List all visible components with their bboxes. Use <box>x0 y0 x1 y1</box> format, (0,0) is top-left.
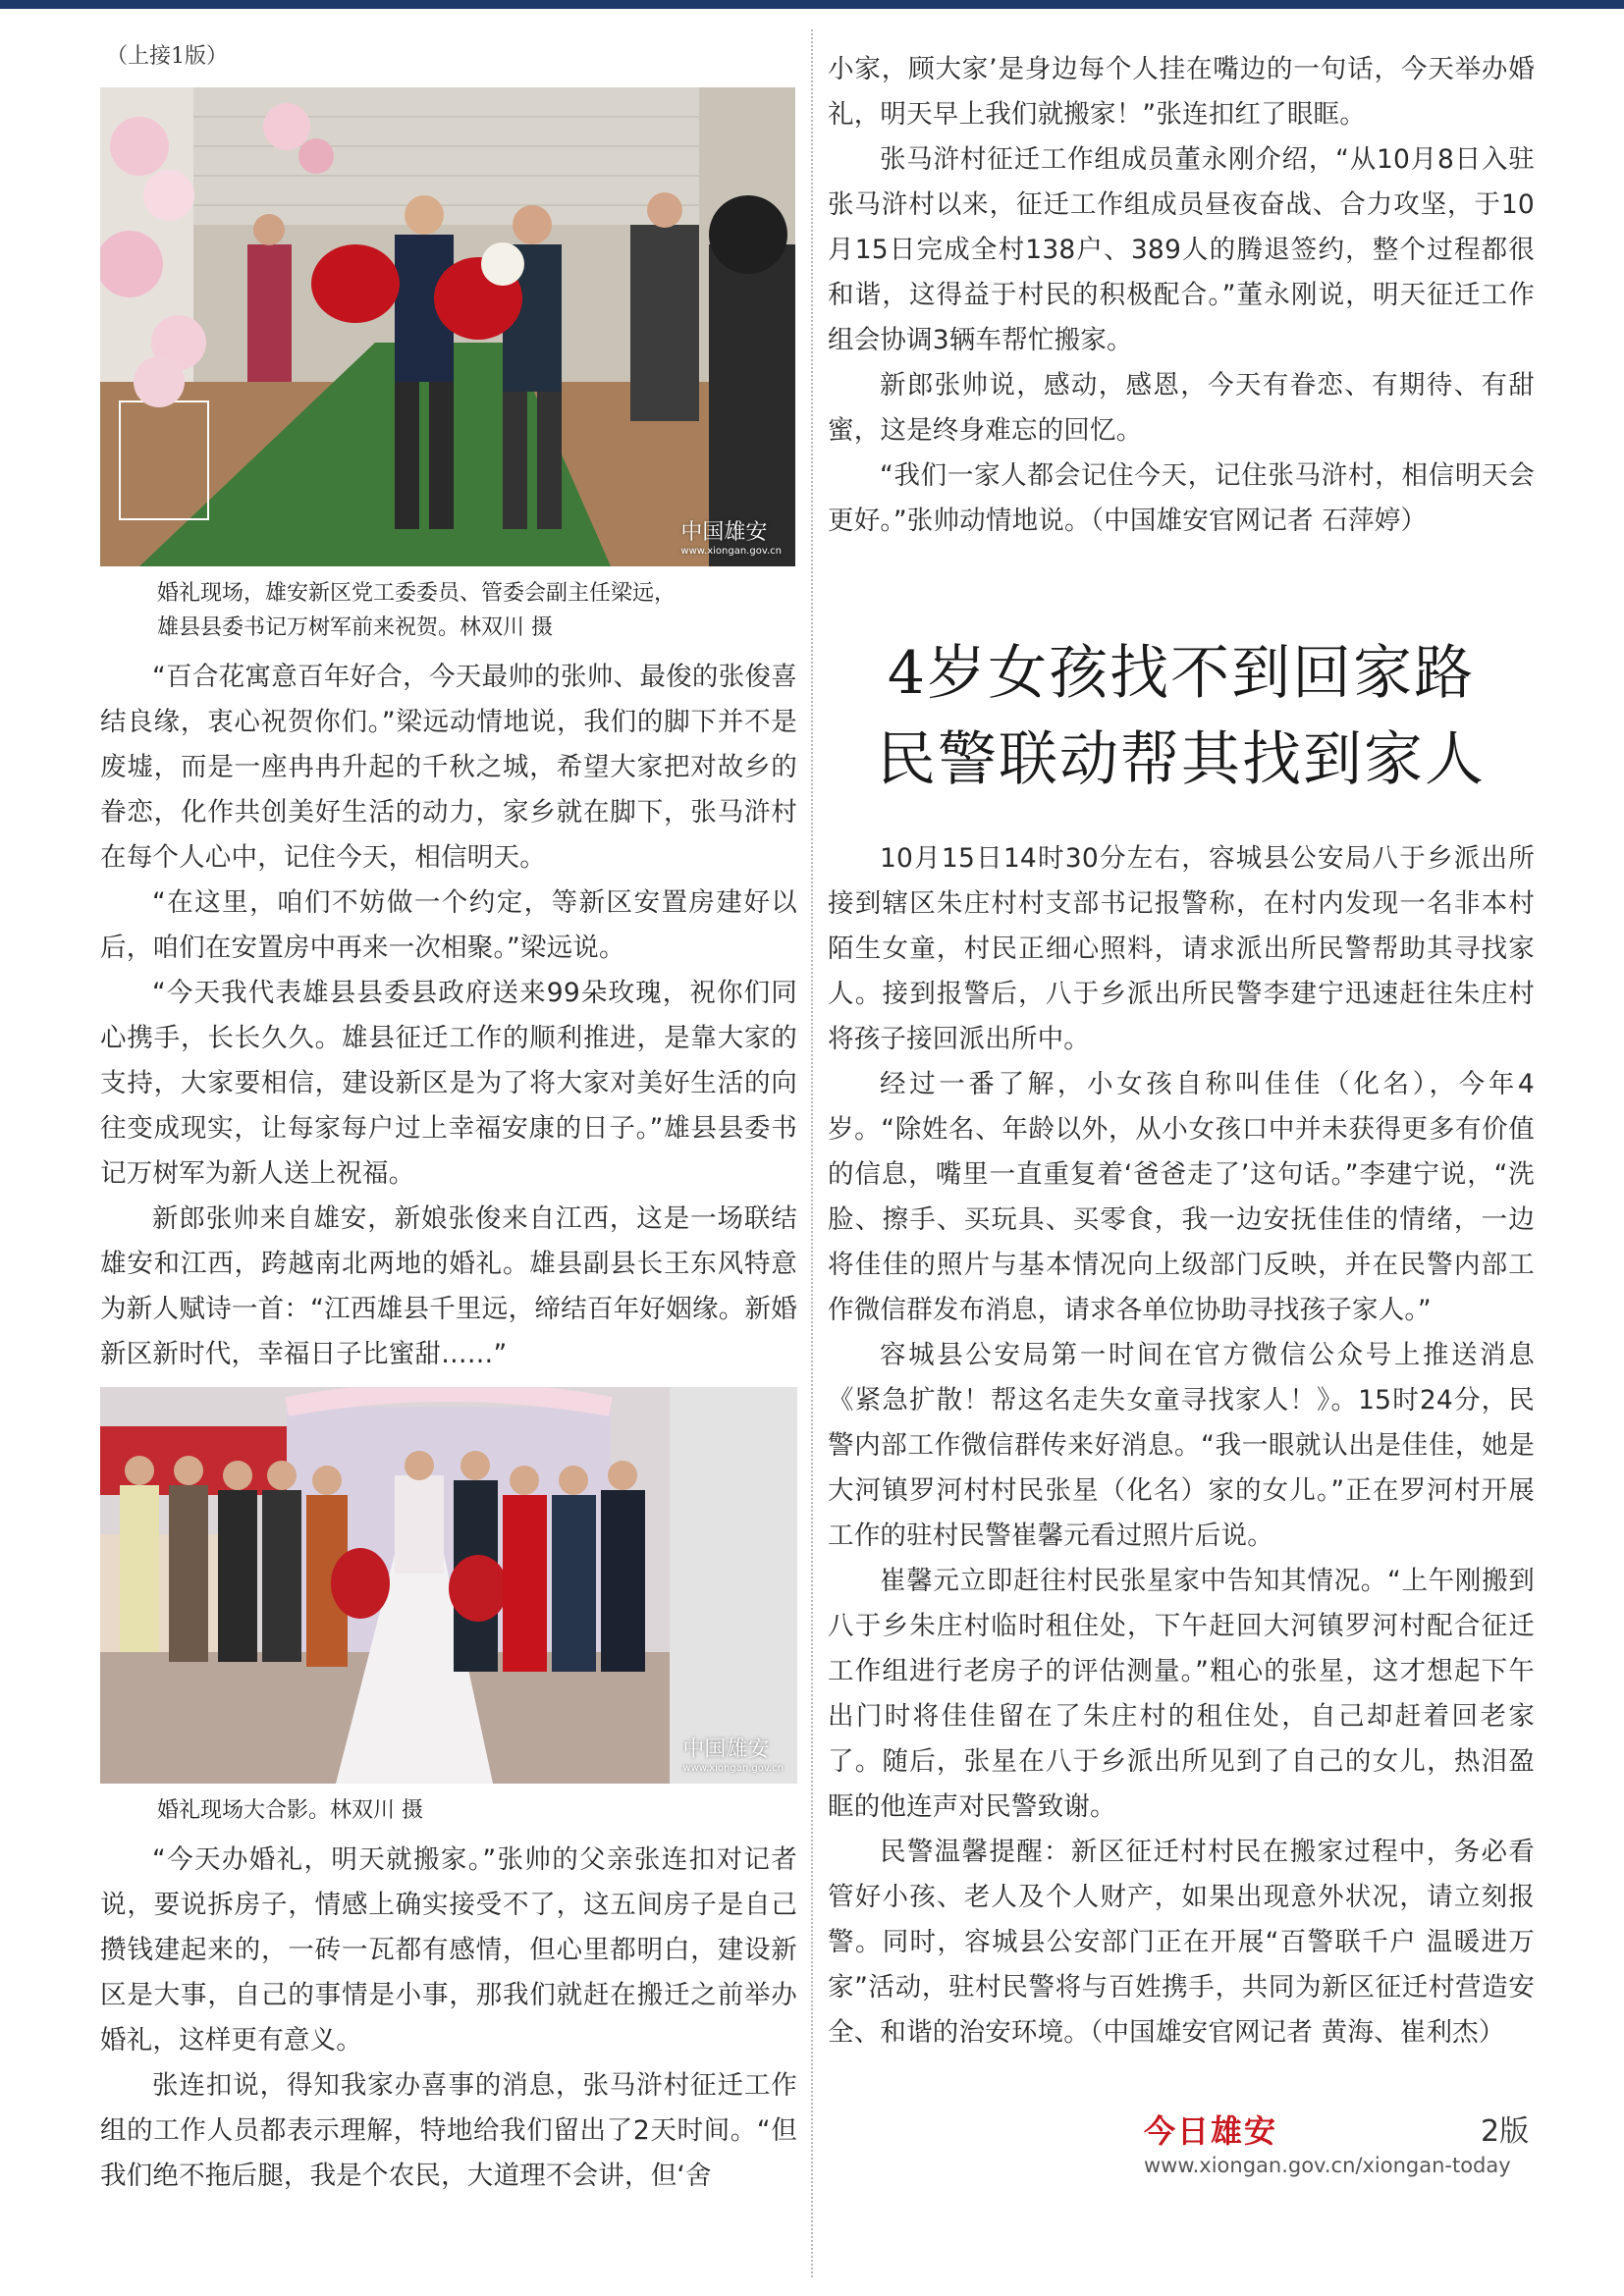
article-paragraph: 经过一番了解，小女孩自称叫佳佳（化名），今年4岁。“除姓名、年龄以外，从小女孩口中并未获得更多有价值的信息，嘴里一直重复着‘爸爸走了’这句话。”李建宁说，“洗脸、擦手、买玩具、买零食，我一边安抚佳佳的情绪，一边将佳佳的照片与基本情况向上级部门反映，并在民警内部工作微信群发布消息，请求各单位协助寻找孩子家人。” <box>828 1069 1535 1325</box>
article-paragraph: “我们一家人都会记住今天，记住张马浒村，相信明天会更好。”张帅动情地说。（中国雄安官网记者 石萍婷） <box>828 460 1535 536</box>
wedding-scene-photo <box>100 87 795 566</box>
photo-watermark: 中国雄安 www.xiongan.gov.cn <box>680 520 782 557</box>
headline-line: 民警联动帮其找到家人 <box>877 725 1486 794</box>
headline-line: 4岁女孩找不到回家路 <box>887 639 1476 708</box>
group-photo <box>100 1387 797 1784</box>
group-photo-illustration <box>100 1387 797 1784</box>
article-paragraph: 民警温馨提醒：新区征迁村村民在搬家过程中，务必看管好小孩、老人及个人财产，如果出现意外状况，请立刻报警。同时，容城县公安部门正在开展“百警联千户 温暖进万家”活动，驻村民警将与百姓携手，共同为新区征迁村营造安全、和谐的治安环境。（中国雄安官网记者 黄海、崔利杰） <box>828 1837 1535 2048</box>
continued-from-note: （上接1版） <box>106 44 228 69</box>
photo-caption: 婚礼现场，雄安新区党工委委员、管委会副主任梁远， 雄县县委书记万树军前来祝贺。林双川 摄 <box>157 581 677 640</box>
article-paragraph: 容城县公安局第一时间在官方微信公众号上推送消息《紧急扩散！帮这名走失女童寻找家人！》。15时24分，民警内部工作微信群传来好消息。“我一眼就认出是佳佳，她是大河镇罗河村村民张星（化名）家的女儿。”正在罗河村开展工作的驻村民警崔馨元看过照片后说。 <box>828 1340 1535 1551</box>
publication-name: 今日雄安 <box>1144 2112 1278 2150</box>
article-headline <box>828 630 1535 803</box>
article-paragraph: “今天我代表雄县县委县政府送来99朵玫瑰，祝你们同心携手，长长久久。雄县征迁工作的顺利推进，是靠大家的支持，大家要相信，建设新区是为了将大家对美好生活的向往变成现实，让每家每户过上幸福安康的日子。”雄县县委书记万树军为新人送上祝福。 <box>100 978 797 1189</box>
photo-watermark: 中国雄安 www.xiongan.gov.cn <box>682 1737 784 1774</box>
right-column <box>828 47 1535 2056</box>
article-paragraph: 新郎张帅来自雄安，新娘张俊来自江西，这是一场联结雄安和江西，跨越南北两地的婚礼。雄县副县长王东风特意为新人赋诗一首：“江西雄县千里远，缔结百年好姻缘。新婚新区新时代，幸福日子比蜜甜……” <box>100 1203 797 1369</box>
article-paragraph: 10月15日14时30分左右，容城县公安局八于乡派出所接到辖区朱庄村村支部书记报警称，在村内发现一名非本村陌生女童，村民正细心照料，请求派出所民警帮助其寻找家人。接到报警后，八于乡派出所民警李建宁迅速赶往朱庄村将孩子接回派出所中。 <box>828 843 1535 1054</box>
column-divider <box>811 29 813 2277</box>
article-paragraph: “今天办婚礼，明天就搬家。”张帅的父亲张连扣对记者说，要说拆房子，情感上确实接受不了，这五间房子是自己攒钱建起来的，一砖一瓦都有感情，但心里都明白，建设新区是大事，自己的事情是小事，那我们就赶在搬迁之前举办婚礼，这样更有意义。 <box>100 1844 797 2056</box>
page-number: 2版 <box>1481 2114 1530 2149</box>
top-border-bar <box>0 0 1624 9</box>
article-paragraph: “百合花寓意百年好合，今天最帅的张帅、最俊的张俊喜结良缘，衷心祝贺你们。”梁远动情地说，我们的脚下并不是废墟，而是一座冉冉升起的千秋之城，希望大家把对故乡的眷恋，化作共创美好生活的动力，家乡就在脚下，张马浒村在每个人心中，记住今天，相信明天。 <box>100 662 797 873</box>
wedding-scene-illustration <box>100 87 795 566</box>
left-column <box>100 39 797 2199</box>
article-paragraph: 张连扣说，得知我家办喜事的消息，张马浒村征迁工作组的工作人员都表示理解，特地给我们留出了2天时间。“但我们绝不拖后腿，我是个农民，大道理不会讲，但‘舍 <box>100 2070 797 2191</box>
article-paragraph: “在这里，咱们不妨做一个约定，等新区安置房建好以后，咱们在安置房中再来一次相聚。”梁远说。 <box>100 887 797 963</box>
article-paragraph: 新郎张帅说，感动，感恩，今天有眷恋、有期待、有甜蜜，这是终身难忘的回忆。 <box>828 370 1535 446</box>
footer-url: www.xiongan.gov.cn/xiongan-today <box>1144 2154 1511 2177</box>
photo-caption: 婚礼现场大合影。林双川 摄 <box>157 1798 423 1823</box>
article-paragraph: 崔馨元立即赶往村民张星家中告知其情况。“上午刚搬到八于乡朱庄村临时租住处，下午赶回大河镇罗河村配合征迁工作组进行老房子的评估测量。”粗心的张星，这才想起下午出门时将佳佳留在了朱庄村的租住处，自己却赶着回老家了。随后，张星在八于乡派出所见到了自己的女儿，热泪盈眶的他连声对民警致谢。 <box>828 1566 1535 1822</box>
article-paragraph: 小家，顾大家’是身边每个人挂在嘴边的一句话，今天举办婚礼，明天早上我们就搬家！”张连扣红了眼眶。 <box>828 54 1535 130</box>
article-paragraph: 张马浒村征迁工作组成员董永刚介绍，“从10月8日入驻张马浒村以来，征迁工作组成员昼夜奋战、合力攻坚，于10月15日完成全村138户、389人的腾退签约，整个过程都很和谐，这得益于村民的积极配合。”董永刚说，明天征迁工作组会协调3辆车帮忙搬家。 <box>828 144 1535 355</box>
